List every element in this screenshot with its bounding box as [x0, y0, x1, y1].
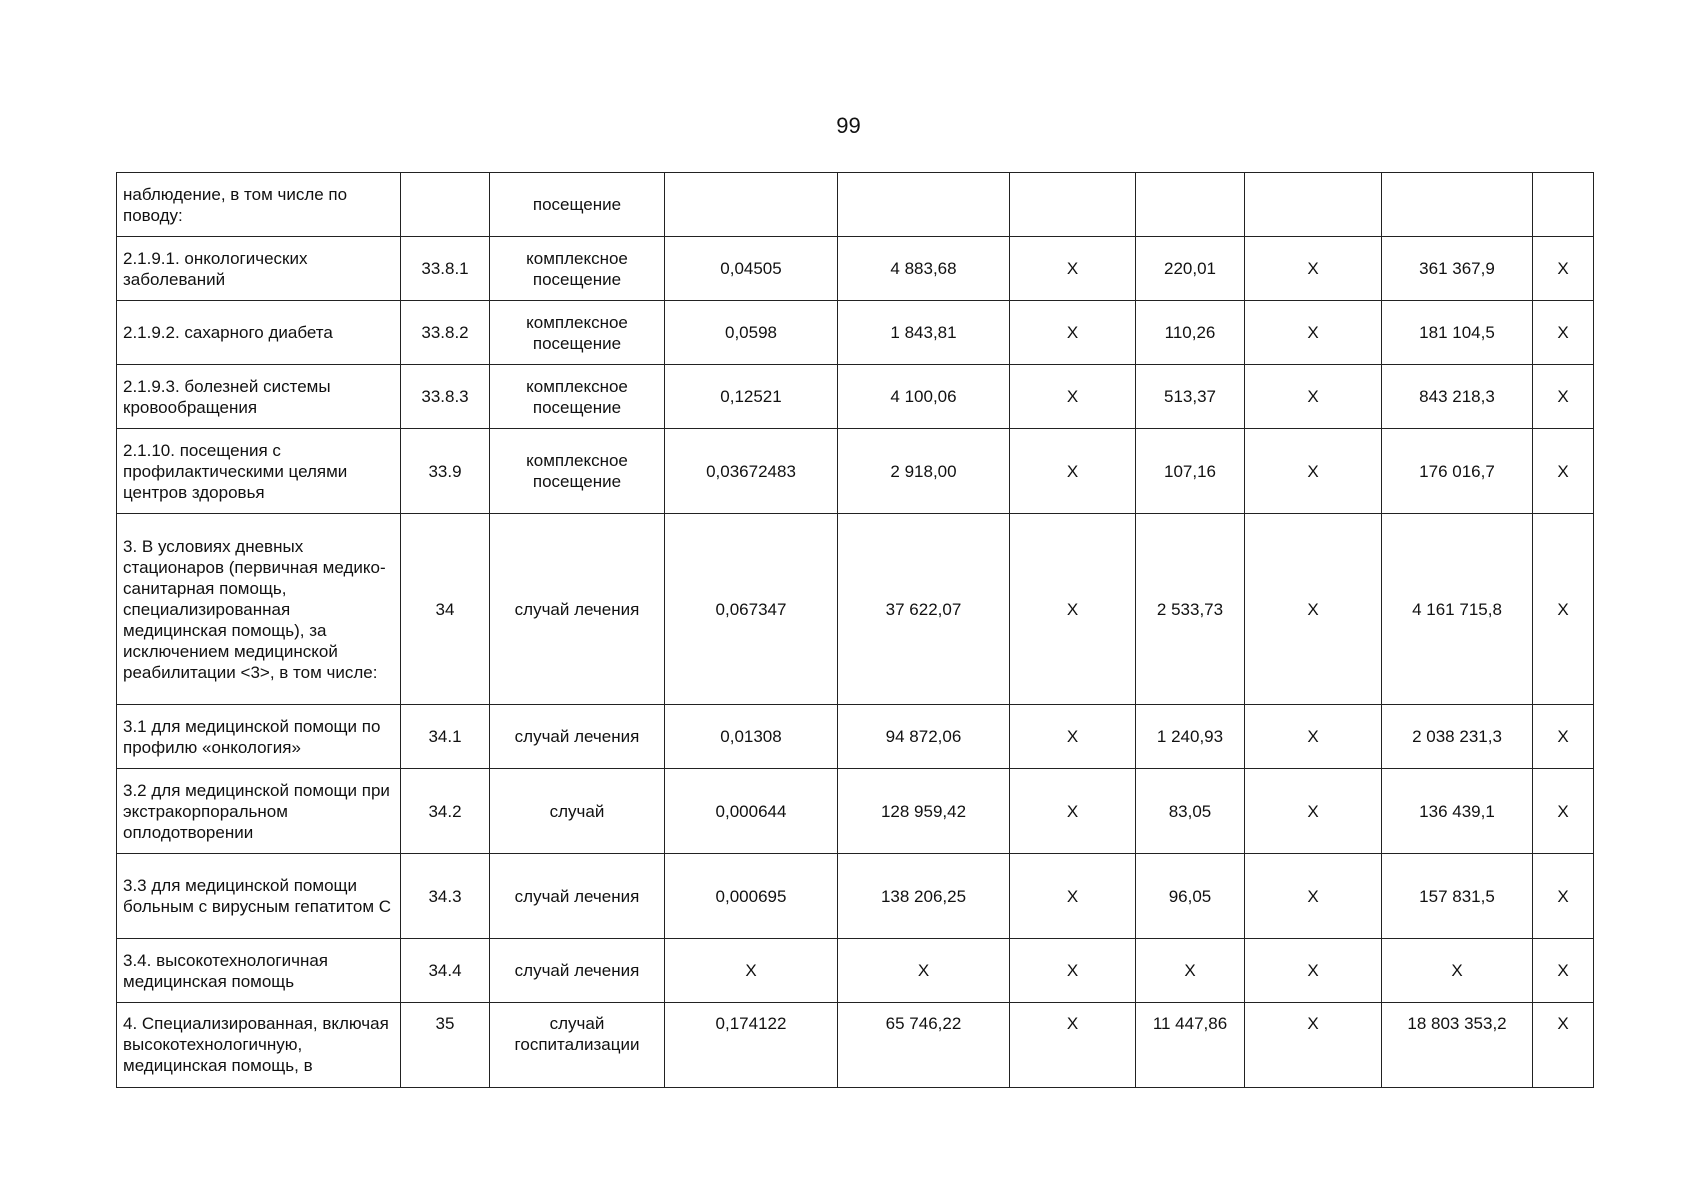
table-cell: X [1245, 514, 1382, 705]
row-unit-cell: случай госпитализации [490, 1003, 665, 1088]
table-row [117, 301, 1594, 365]
table-cell: X [1533, 514, 1594, 705]
row-code-cell: 33.8.3 [401, 365, 490, 429]
table-cell: 181 104,5 [1382, 301, 1533, 365]
row-unit-cell: случай лечения [490, 854, 665, 939]
table-cell: X [1533, 365, 1594, 429]
table-cell: 4 100,06 [838, 365, 1010, 429]
table-cell: 136 439,1 [1382, 769, 1533, 854]
table-row [117, 237, 1594, 301]
table-cell: 110,26 [1136, 301, 1245, 365]
table-cell: 0,12521 [665, 365, 838, 429]
row-name-cell: 3.1 для медицинской помощи по профилю «онкология» [117, 705, 401, 769]
table-cell: X [1010, 237, 1136, 301]
table-cell [1136, 173, 1245, 237]
table-cell: X [1245, 301, 1382, 365]
table-row [117, 173, 1594, 237]
table-cell: X [1245, 705, 1382, 769]
row-code-cell: 34.3 [401, 854, 490, 939]
table-cell: 128 959,42 [838, 769, 1010, 854]
table-cell: 1 843,81 [838, 301, 1010, 365]
table-cell: 0,174122 [665, 1003, 838, 1088]
table-cell: 4 161 715,8 [1382, 514, 1533, 705]
row-code-cell: 33.8.2 [401, 301, 490, 365]
row-unit-cell: комплексное посещение [490, 237, 665, 301]
table-cell: X [1010, 365, 1136, 429]
table-cell: 138 206,25 [838, 854, 1010, 939]
row-name-cell: 3.4. высокотехнологичная медицинская помощь [117, 939, 401, 1003]
table-cell [1010, 173, 1136, 237]
table-cell: 176 016,7 [1382, 429, 1533, 514]
table-cell: X [1245, 237, 1382, 301]
table-cell: 18 803 353,2 [1382, 1003, 1533, 1088]
row-name-cell: 3.2 для медицинской помощи при экстракорпоральном оплодотворении [117, 769, 401, 854]
row-name-cell: 2.1.9.1. онкологических заболеваний [117, 237, 401, 301]
row-code-cell: 33.9 [401, 429, 490, 514]
table-row [117, 854, 1594, 939]
row-unit-cell: случай лечения [490, 939, 665, 1003]
table-cell: 843 218,3 [1382, 365, 1533, 429]
table-cell: X [1010, 514, 1136, 705]
data-table [116, 172, 1594, 1088]
row-code-cell: 34.1 [401, 705, 490, 769]
table-row [117, 705, 1594, 769]
table-cell: X [1533, 429, 1594, 514]
table-cell: X [1136, 939, 1245, 1003]
table-cell: X [1010, 429, 1136, 514]
table-cell: 0,03672483 [665, 429, 838, 514]
page-number: 99 [836, 113, 861, 138]
table-cell: X [1533, 854, 1594, 939]
table-cell: 94 872,06 [838, 705, 1010, 769]
row-unit-cell: посещение [490, 173, 665, 237]
table-row [117, 514, 1594, 705]
table-cell: X [1010, 939, 1136, 1003]
table-cell: X [838, 939, 1010, 1003]
row-unit-cell: комплексное посещение [490, 429, 665, 514]
table-cell: X [1533, 237, 1594, 301]
row-name-cell: 2.1.9.3. болезней системы кровообращения [117, 365, 401, 429]
table-cell: 0,067347 [665, 514, 838, 705]
row-unit-cell: комплексное посещение [490, 365, 665, 429]
table-cell: X [1533, 705, 1594, 769]
table-cell: 220,01 [1136, 237, 1245, 301]
table-cell: X [1010, 854, 1136, 939]
table-cell: 107,16 [1136, 429, 1245, 514]
table-cell: 96,05 [1136, 854, 1245, 939]
table-cell: 2 918,00 [838, 429, 1010, 514]
table-cell: 11 447,86 [1136, 1003, 1245, 1088]
row-unit-cell: случай [490, 769, 665, 854]
table-cell [1533, 173, 1594, 237]
table-cell: 37 622,07 [838, 514, 1010, 705]
row-name-cell: 3. В условиях дневных стационаров (первичная медико-санитарная помощь, специализированная медицинская помощь), за исключением медицинской реабилитации <3>, в том числе: [117, 514, 401, 705]
row-unit-cell: комплексное посещение [490, 301, 665, 365]
table-cell: X [1010, 769, 1136, 854]
row-name-cell: 4. Специализированная, включая высокотехнологичную, медицинская помощь, в [117, 1003, 401, 1088]
table-cell: 361 367,9 [1382, 237, 1533, 301]
table-cell: X [1245, 429, 1382, 514]
table-cell: 0,000644 [665, 769, 838, 854]
table-cell: X [1010, 705, 1136, 769]
table-cell: X [1245, 854, 1382, 939]
row-code-cell: 35 [401, 1003, 490, 1088]
table-cell: 1 240,93 [1136, 705, 1245, 769]
table-row [117, 365, 1594, 429]
table-cell: 2 038 231,3 [1382, 705, 1533, 769]
table-cell [1382, 173, 1533, 237]
row-unit-cell: случай лечения [490, 705, 665, 769]
table-row [117, 939, 1594, 1003]
table-cell: 513,37 [1136, 365, 1245, 429]
table-cell: X [1533, 769, 1594, 854]
table-cell: X [1533, 939, 1594, 1003]
table-cell: 0,0598 [665, 301, 838, 365]
table-cell: 4 883,68 [838, 237, 1010, 301]
table-cell: 0,04505 [665, 237, 838, 301]
table-cell: 157 831,5 [1382, 854, 1533, 939]
table-cell: X [1382, 939, 1533, 1003]
table-cell: X [1533, 1003, 1594, 1088]
row-code-cell [401, 173, 490, 237]
table-cell: 0,01308 [665, 705, 838, 769]
table-cell: X [1245, 939, 1382, 1003]
row-code-cell: 34.4 [401, 939, 490, 1003]
row-code-cell: 33.8.1 [401, 237, 490, 301]
table-cell: X [1245, 769, 1382, 854]
table-row [117, 769, 1594, 854]
table-cell: X [1245, 365, 1382, 429]
table-cell [1245, 173, 1382, 237]
row-name-cell: 3.3 для медицинской помощи больным с вирусным гепатитом С [117, 854, 401, 939]
table-cell: 0,000695 [665, 854, 838, 939]
table-cell: 65 746,22 [838, 1003, 1010, 1088]
row-name-cell: наблюдение, в том числе по поводу: [117, 173, 401, 237]
table-row [117, 1003, 1594, 1088]
table-cell [665, 173, 838, 237]
row-name-cell: 2.1.10. посещения с профилактическими целями центров здоровья [117, 429, 401, 514]
row-name-cell: 2.1.9.2. сахарного диабета [117, 301, 401, 365]
table-cell [838, 173, 1010, 237]
row-code-cell: 34 [401, 514, 490, 705]
table-cell: X [1533, 301, 1594, 365]
table-cell: X [1010, 301, 1136, 365]
table-cell: 83,05 [1136, 769, 1245, 854]
table-cell: X [1010, 1003, 1136, 1088]
table-row [117, 429, 1594, 514]
row-code-cell: 34.2 [401, 769, 490, 854]
table-cell: X [1245, 1003, 1382, 1088]
table-cell: 2 533,73 [1136, 514, 1245, 705]
table-cell: X [665, 939, 838, 1003]
row-unit-cell: случай лечения [490, 514, 665, 705]
